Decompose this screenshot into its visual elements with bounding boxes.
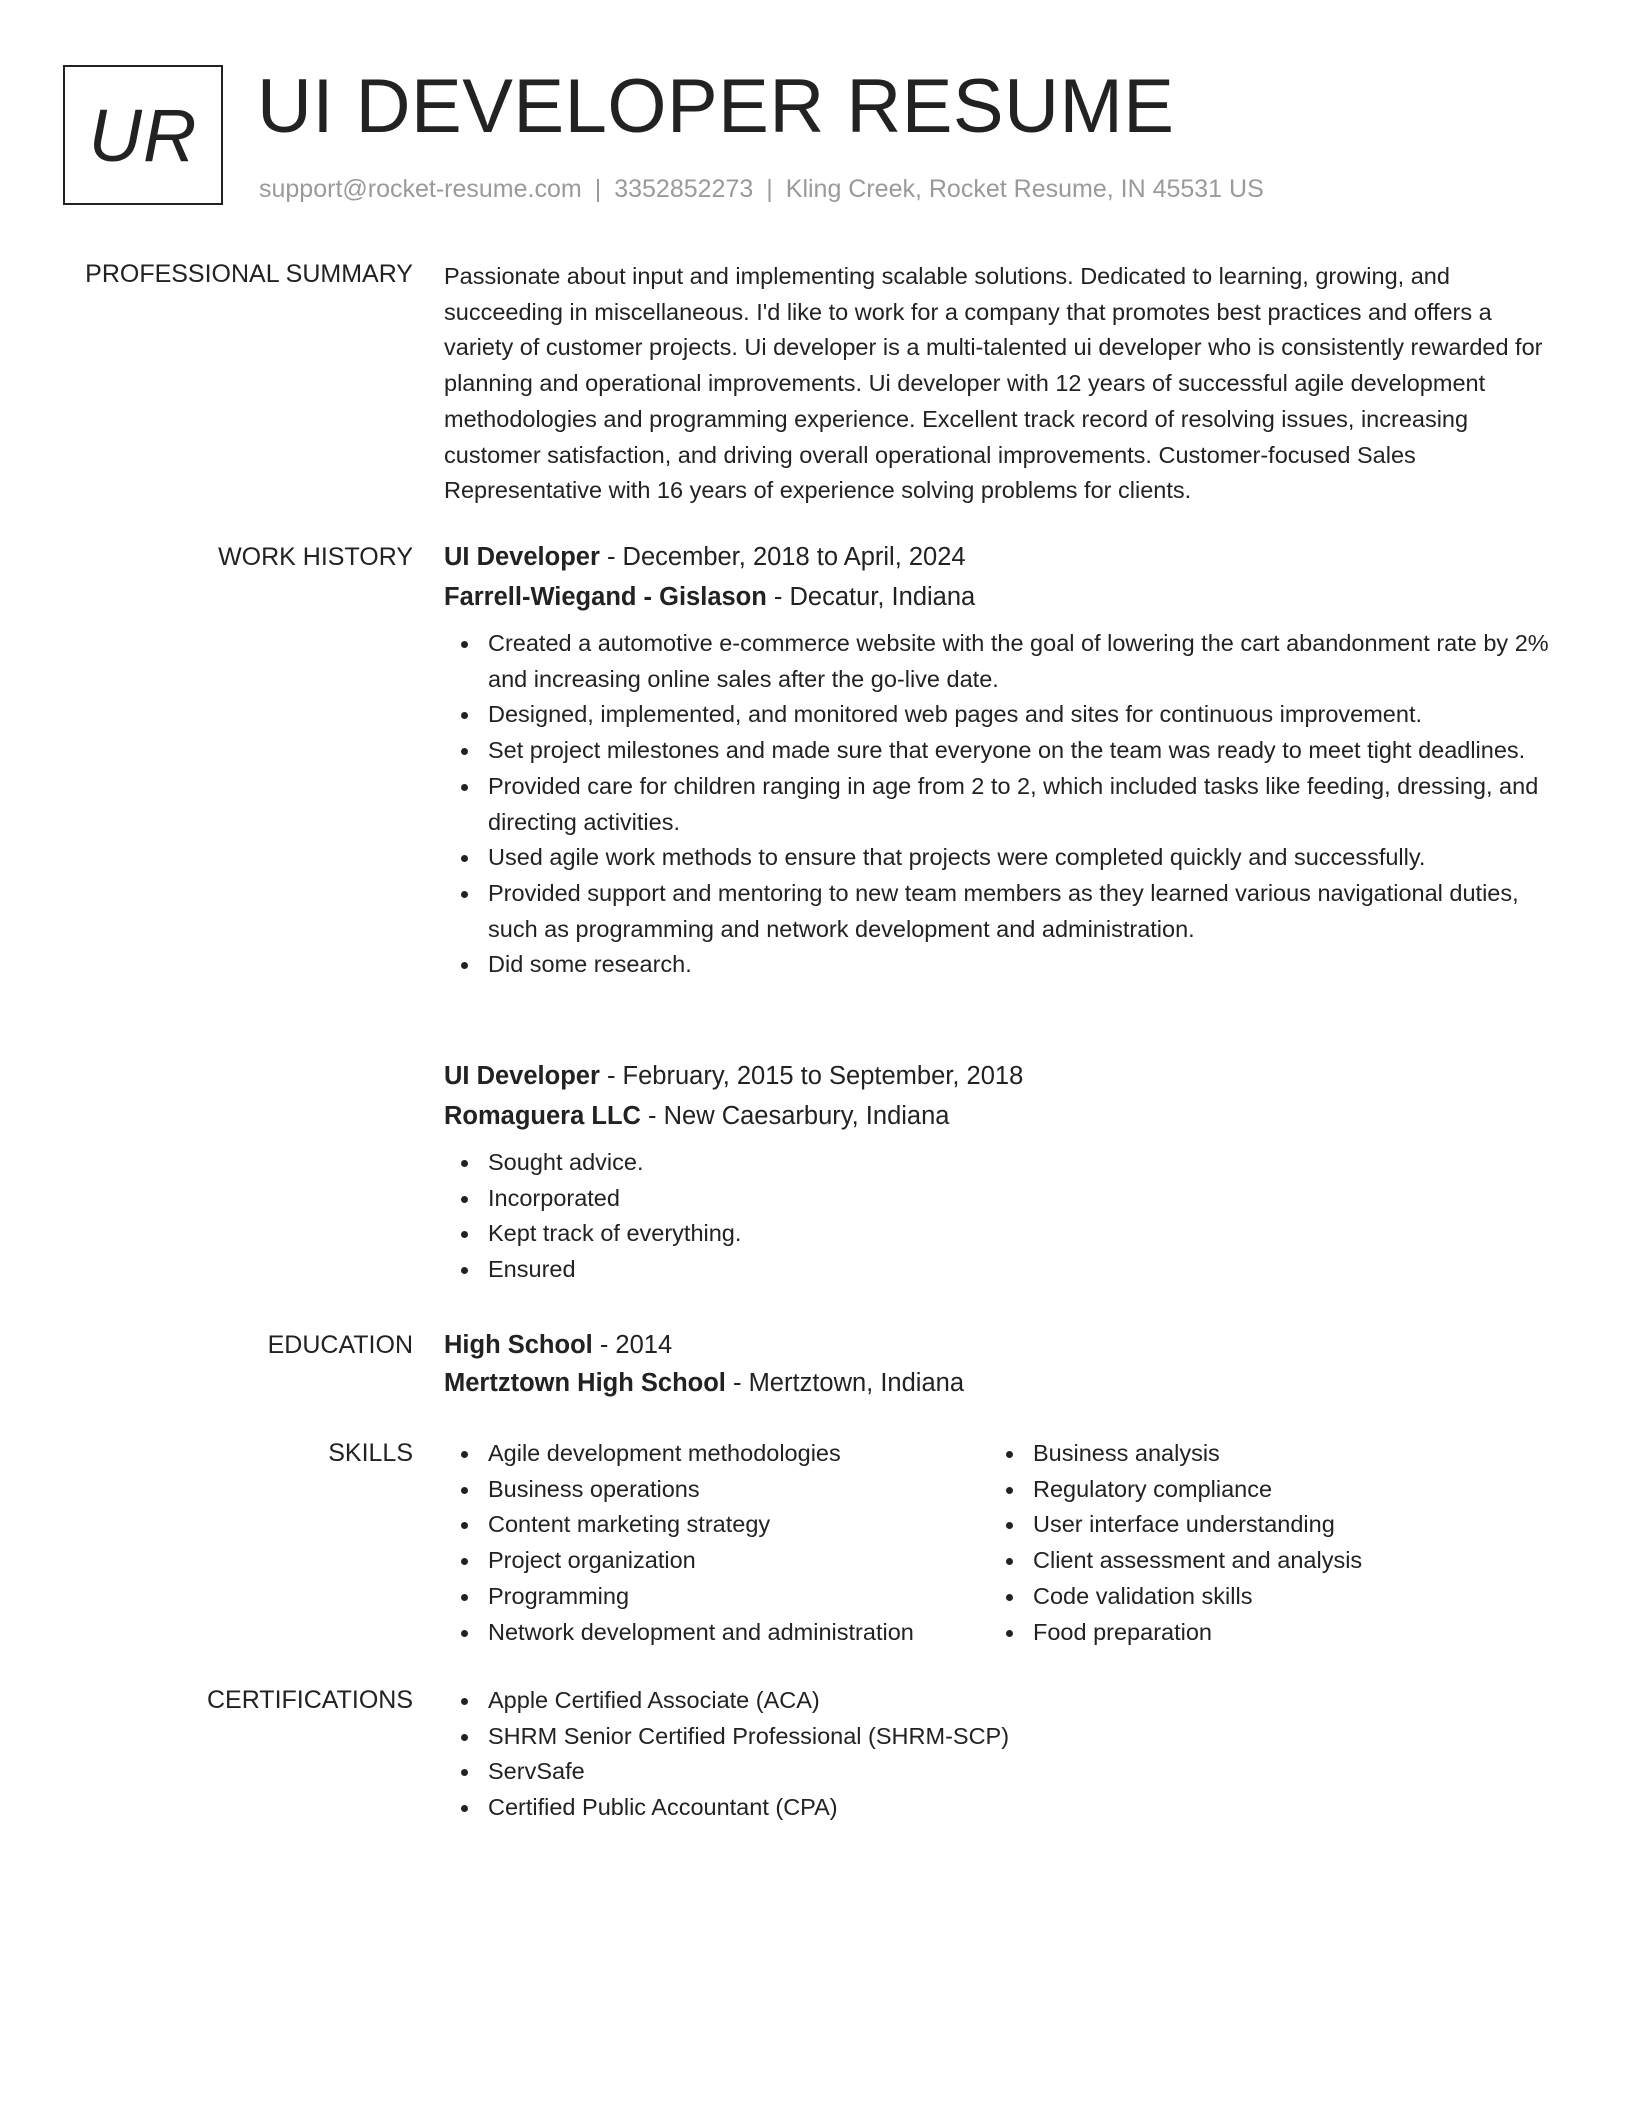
job-bullet: Set project milestones and made sure that everyone on the team was ready to meet tight deadlines.: [444, 733, 1562, 769]
education-degree-line: [444, 1325, 1562, 1365]
skills-list-left: [444, 1436, 989, 1650]
job-bullet: Did some research.: [444, 947, 1562, 983]
job-bullet: Created a automotive e-commerce website with the goal of lowering the cart abandonment rate by 2% and increasing online sales after the go-live date.: [444, 626, 1562, 697]
job-company: Romaguera LLC: [444, 1102, 641, 1130]
education-location: - Mertztown, Indiana: [725, 1369, 965, 1397]
job-title: UI Developer: [444, 543, 600, 571]
contact-phone: 3352852273: [614, 175, 754, 203]
certification-item: SHRM Senior Certified Professional (SHRM-SCP): [444, 1719, 1562, 1755]
job-title: UI Developer: [444, 1062, 600, 1090]
skill-item: Code validation skills: [989, 1579, 1534, 1615]
skills-grid: [444, 1436, 1562, 1650]
contact-email: support@rocket-resume.com: [259, 175, 582, 203]
summary-text: Passionate about input and implementing scalable solutions. Dedicated to learning, growing, and succeeding in miscellaneous. I'd like to work for a company that promotes best practices and offers a variety of customer projects. Ui developer is a multi-talented ui developer who is consistently rewarded for planning and operational improvements. Ui developer with 12 years of successful agile development methodologies and programming experience. Excellent track record of resolving issues, increasing customer satisfaction, and driving overall operational improvements. Customer-focused Sales Representative with 16 years of experience solving problems for clients.: [444, 263, 1543, 504]
job-bullet: Incorporated: [444, 1181, 1562, 1217]
education-degree: High School: [444, 1331, 593, 1359]
skill-item: Food preparation: [989, 1615, 1534, 1651]
education-school-line: [444, 1363, 1562, 1403]
skills-heading: SKILLS: [328, 1439, 413, 1467]
job-bullet: Ensured: [444, 1252, 1562, 1288]
contact-line: [259, 173, 1264, 205]
education-year: - 2014: [592, 1331, 673, 1359]
resume-title: UI DEVELOPER RESUME: [257, 64, 1175, 149]
job-bullet-list: [444, 1145, 1562, 1288]
certification-item: Apple Certified Associate (ACA): [444, 1683, 1562, 1719]
skills-body: [444, 1436, 1562, 1650]
summary-body: [444, 259, 1562, 509]
education-school: Mertztown High School: [444, 1369, 726, 1397]
skill-item: Client assessment and analysis: [989, 1543, 1534, 1579]
skill-item: Content marketing strategy: [444, 1507, 989, 1543]
education-heading: EDUCATION: [267, 1331, 413, 1359]
resume-header: [63, 65, 1563, 215]
skills-list-right: [989, 1436, 1534, 1650]
certification-item: Certified Public Accountant (CPA): [444, 1790, 1562, 1826]
skill-item: Network development and administration: [444, 1615, 989, 1651]
monogram-box: [63, 65, 223, 205]
job-dates: - February, 2015 to September, 2018: [599, 1062, 1024, 1090]
work-history-heading: WORK HISTORY: [218, 543, 413, 571]
job-location: - Decatur, Indiana: [766, 583, 976, 611]
job-bullet: Sought advice.: [444, 1145, 1562, 1181]
skill-item: Regulatory compliance: [989, 1472, 1534, 1508]
skill-item: Agile development methodologies: [444, 1436, 989, 1472]
summary-heading: PROFESSIONAL SUMMARY: [85, 260, 413, 288]
certifications-heading: CERTIFICATIONS: [206, 1686, 413, 1714]
job-location: - New Caesarbury, Indiana: [640, 1102, 950, 1130]
job-dates: - December, 2018 to April, 2024: [599, 543, 966, 571]
job-company-line: [444, 577, 1562, 617]
job-bullet: Provided care for children ranging in age from 2 to 2, which included tasks like feeding, dressing, and directing activities.: [444, 769, 1562, 840]
job-bullet: Designed, implemented, and monitored web pages and sites for continuous improvement.: [444, 697, 1562, 733]
certification-item: ServSafe: [444, 1754, 1562, 1790]
certifications-list: [444, 1683, 1562, 1826]
job-title-line: [444, 537, 1562, 577]
contact-separator: |: [766, 175, 773, 203]
job-bullet: Used agile work methods to ensure that projects were completed quickly and successfully.: [444, 840, 1562, 876]
skill-item: Programming: [444, 1579, 989, 1615]
job-bullet: Kept track of everything.: [444, 1216, 1562, 1252]
job-bullet: Provided support and mentoring to new team members as they learned various navigational duties, such as programming and network development and administration.: [444, 876, 1562, 947]
job-company-line: [444, 1096, 1562, 1136]
contact-address: Kling Creek, Rocket Resume, IN 45531 US: [785, 175, 1264, 203]
monogram-initials: UR: [88, 93, 198, 177]
job-title-line: [444, 1056, 1562, 1096]
skill-item: Business operations: [444, 1472, 989, 1508]
job-entry: [444, 1056, 1562, 1288]
job-bullet-list: [444, 626, 1562, 983]
education-body: [444, 1325, 1562, 1403]
job-entry: [444, 537, 1562, 983]
job-company: Farrell-Wiegand - Gislason: [444, 583, 767, 611]
skill-item: Project organization: [444, 1543, 989, 1579]
skill-item: Business analysis: [989, 1436, 1534, 1472]
certifications-body: [444, 1683, 1562, 1826]
skill-item: User interface understanding: [989, 1507, 1534, 1543]
contact-separator: |: [594, 175, 602, 203]
